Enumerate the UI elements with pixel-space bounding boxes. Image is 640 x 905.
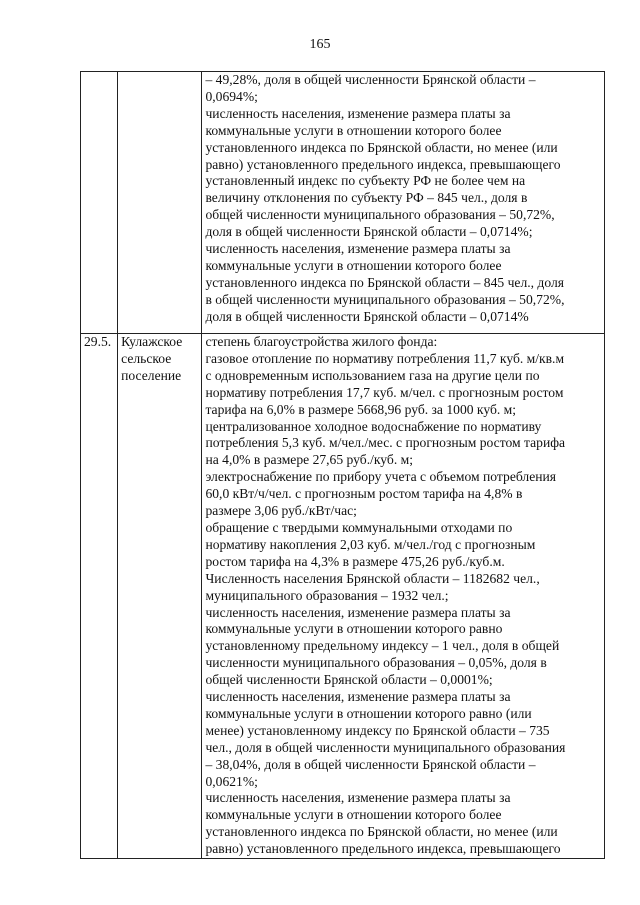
row-number-cell [81,72,118,334]
text-line: тарифа на 6,0% в размере 5668,96 руб. за 1000 куб. м; [205,401,517,417]
text-line: равно) установленного предельного индекса, превышающего [205,841,561,857]
text-line: численности муниципального образования – 0,05%, доля в [205,655,547,671]
text-line: численность населения, изменение размера платы за [205,241,511,257]
text-line: установленный индекс по субъекту РФ не более чем на [205,173,526,189]
text-line: чел., доля в общей численности муниципального образования [205,739,566,755]
text-line: численность населения, изменение размера платы за [205,790,511,806]
text-line: 0,0694%; [205,88,258,104]
text-line: установленного индекса по Брянской области, но менее (или [205,139,558,155]
text-line: газовое отопление по нормативу потребления 11,7 куб. м/кв.м [205,350,565,366]
text-line: на 4,0% в размере 27,65 руб./куб. м; [205,452,413,468]
text-line: установленного индекса по Брянской области – 845 чел., доля [205,274,564,290]
text-line: менее) установленному индексу по Брянской области – 735 [205,722,550,738]
text-line: 0,0621%; [205,773,258,789]
document-table [80,71,605,859]
table-row [81,72,605,334]
page-number: 165 [309,37,331,52]
text-line: коммунальные услуги в отношении которого более [205,807,502,823]
text-line: равно) установленного предельного индекса, превышающего [205,156,561,172]
text-line: степень благоустройства жилого фонда: [205,334,438,349]
table-row [81,334,605,859]
text-line: в общей численности муниципального образования – 50,72%, [205,291,565,307]
description-cell [202,72,605,334]
municipality-name-line: поселение [121,367,182,383]
text-line: размере 3,06 руб./кВт/час; [205,503,357,519]
text-line: – 49,28%, доля в общей численности Брянской области – [205,72,536,87]
text-line: установленного индекса по Брянской области, но менее (или [205,824,558,840]
text-line: коммунальные услуги в отношении которого более [205,257,502,273]
text-line: нормативу потребления 17,7 куб. м/чел. с прогнозным ростом [205,384,564,400]
municipality-name-cell [118,72,202,334]
text-line: величину отклонения по субъекту РФ – 845 чел., доля в [205,190,528,206]
text-line: централизованное холодное водоснабжение по нормативу [205,418,542,434]
text-line: нормативу накопления 2,03 куб. м/чел./год с прогнозным [205,536,536,552]
text-line: 60,0 кВт/ч/чел. с прогнозным ростом тарифа на 4,8% в [205,486,523,502]
row-number-cell: 29.5. [81,334,118,859]
text-line: муниципального образования – 1932 чел.; [205,587,449,603]
text-line: численность населения, изменение размера платы за [205,105,511,121]
text-line: коммунальные услуги в отношении которого более [205,122,502,138]
text-line: Численность населения Брянской области – 1182682 чел., [205,570,540,586]
text-line: установленному предельному индексу – 1 чел., доля в общей [205,638,560,654]
text-line: потребления 5,3 куб. м/чел./мес. с прогнозным ростом тарифа [205,435,566,451]
text-line: с одновременным использованием газа на другие цели по [205,367,540,383]
text-line: численность населения, изменение размера платы за [205,604,511,620]
text-line: коммунальные услуги в отношении которого равно [205,621,503,637]
text-line: коммунальные услуги в отношении которого равно (или [205,705,532,721]
text-line: общей численности муниципального образования – 50,72%, [205,207,555,223]
text-line: численность населения, изменение размера платы за [205,689,511,705]
text-line: доля в общей численности Брянской области – 0,0714% [205,308,529,324]
municipality-name-cell [118,334,202,859]
municipality-name-line: Кулажское [121,334,183,349]
text-line: обращение с твердыми коммунальными отходами по [205,519,513,535]
text-line: доля в общей численности Брянской области – 0,0714%; [205,224,533,240]
municipality-name-line: сельское [121,350,172,366]
text-line: ростом тарифа на 4,3% в размере 475,26 руб./куб.м. [205,553,505,569]
text-line: общей численности Брянской области – 0,0001%; [205,672,493,688]
text-line: – 38,04%, доля в общей численности Брянской области – [205,756,536,772]
text-line: электроснабжение по прибору учета с объемом потребления [205,469,557,485]
description-cell [202,334,605,859]
